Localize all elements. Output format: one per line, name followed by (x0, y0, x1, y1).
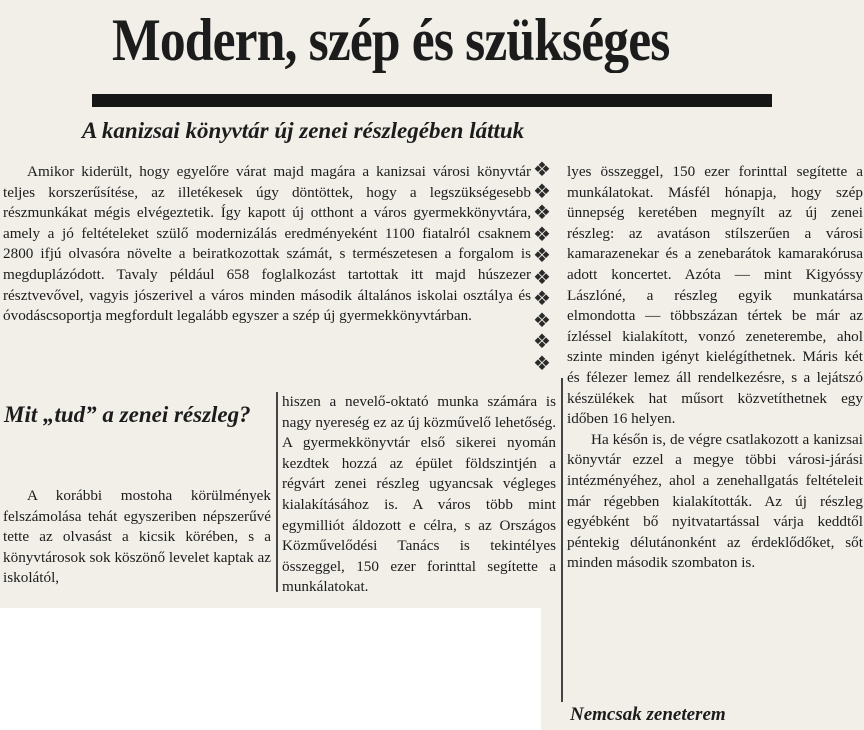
ornament-icon: ❖ (533, 288, 551, 311)
headline: Modern, szép és szükséges (112, 7, 670, 73)
ornament-icon: ❖ (533, 159, 551, 181)
left-lower-paragraph: A korábbi mostoha körülmények felszámolása tehát egyszeriben népszerűvé tette az olvasást a kicsik körében, s a könyvtárosok sok köszönő levelet kaptak az iskolától, (3, 487, 271, 587)
ornament-icon: ❖ (533, 309, 551, 332)
ornament-icon: ❖ (533, 331, 551, 354)
lead-paragraph: Amikor kiderült, hogy egyelőre várat majd magára a kanizsai városi könyvtár teljes korszerűsítése, az illetékesek úgy döntöttek, hogy a legszükségesebb részmunkákat mégis elvégeztetik. Így kapott új otthont a város gyermekkönyvtára, amely a jó feltételeket szülő modernizálás eredményeként 1100 fiatalról csaknem 2800 ifjú olvasóra növelte a beiratkozottak számát, s természetesen a forgalom is megduplázódott. Tavaly például 658 foglalkozást tartottak itt majd húszezer résztvevővel, vagyis jószerivel a város minden második általános iskolai osztálya és óvodáscsoportja megfordult legalább egyszer a szép új gyermekkönyvtárban. (3, 163, 531, 325)
right-column (567, 162, 863, 574)
ornament-icon: ❖ (533, 202, 551, 225)
section-heading: Mit „tud” a zenei részleg? (4, 402, 251, 427)
blank-mask-area (0, 608, 541, 730)
next-subheading: Nemcsak zeneterem (570, 704, 726, 725)
ornament-icon: ❖ (533, 180, 551, 203)
headline-rule (92, 94, 772, 107)
right-column-paragraph-1: lyes összeggel, 150 ezer forinttal segítette a munkálatokat. Másfél hónapja, hogy szép ünnepség keretében megnyílt az új zenei részleg: az avatáson stílszerűen a városi kamarazenekar és a zenebarátok kamarakórusa adott koncertet. Azóta — mint Kigyóssy Lászlóné, a részleg egyik munkatársa elmondotta — többszázan tértek be már az ízléssel kialakított, vonzó zeneterembe, ahol szinte minden igényt kielégíthetnek. Máris két és félezer lemez áll rendelkezésre, s a lejátszó készülékek hat műsort közvetíthetnek egy időben 16 helyen. (567, 163, 863, 428)
left-lower-column (3, 486, 271, 589)
ornament-icon: ❖ (533, 245, 551, 268)
ornament-divider (528, 160, 556, 374)
column-divider (276, 392, 278, 592)
ornament-icon: ❖ (533, 266, 551, 289)
column-divider (561, 378, 563, 702)
middle-paragraph: hiszen a nevelő-oktató munka számára is nagy nyereség ez az új közművelő lehetőség. A gyermekkönyvtár első sikerei nyomán kezdtek hozzá az épület földszintjén a régvárt zenei részleg ugyancsak végleges kialakításához is. A város több mint egymilliót áldozott e célra, s az Országos Közművelődési Tanács is tekintélyes összeggel, 150 ezer forinttal segítette a munkálatokat. (282, 393, 556, 596)
lead-paragraph-column (3, 162, 531, 327)
ornament-icon: ❖ (533, 352, 551, 375)
right-column-paragraph-2: Ha későn is, de végre csatlakozott a kanizsai könyvtár ezzel a megye többi városi-járási intézményéhez, ahol a zenehallgatás feltételeit már régebben kialakították. Az új részleg egyébként bő nyitvatartással várja keddtől péntekig délutánonként az érdeklődőket, sőt minden második szombaton is. (567, 430, 863, 572)
middle-column (282, 392, 556, 598)
ornament-icon: ❖ (533, 223, 551, 246)
subheadline: A kanizsai könyvtár új zenei részlegében láttuk (82, 118, 525, 143)
